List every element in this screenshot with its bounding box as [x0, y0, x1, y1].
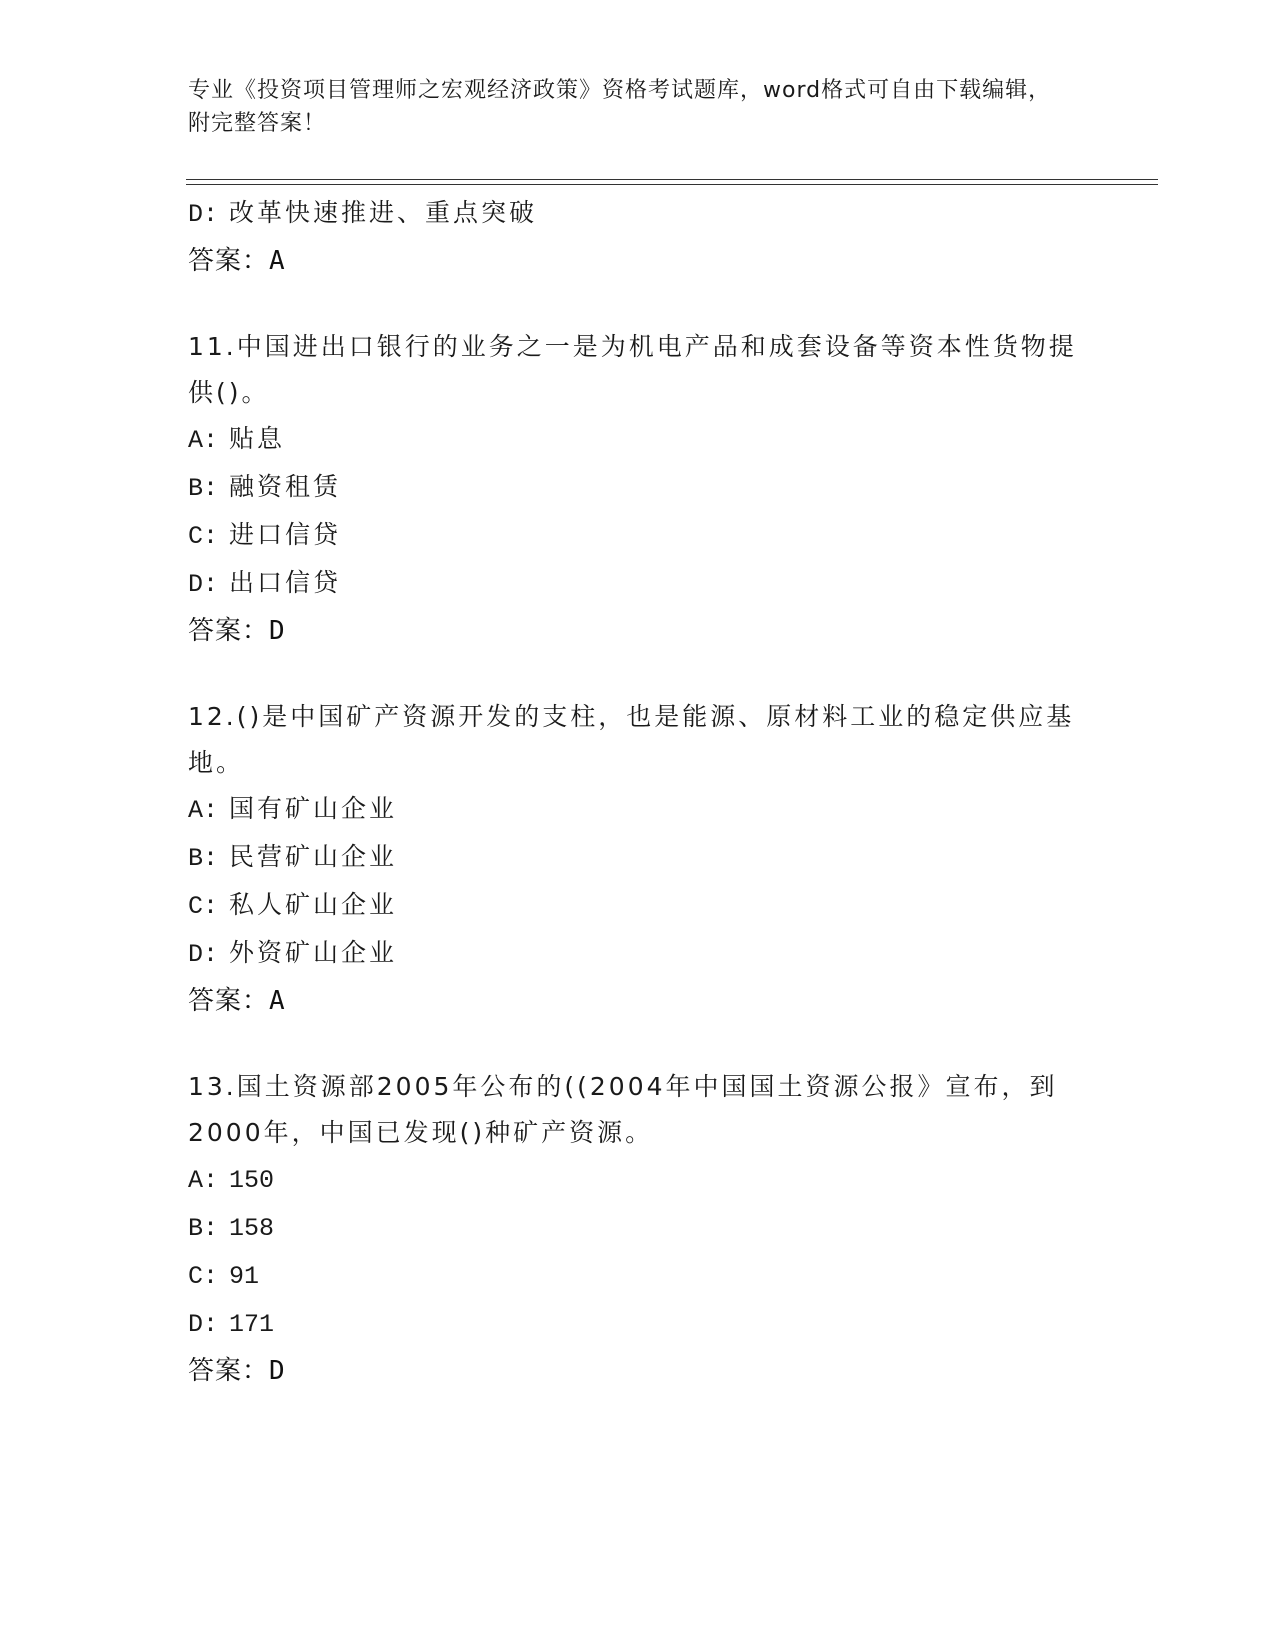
- answer-value: D: [269, 1356, 286, 1386]
- option-a: [188, 416, 1088, 464]
- answer-label: 答案：: [188, 616, 270, 646]
- option-text: 私人矿山企业: [228, 890, 397, 919]
- answer-line: [188, 1348, 1088, 1394]
- answer-line: [188, 238, 1088, 284]
- option-d: [188, 930, 1088, 978]
- answer-line: [188, 978, 1088, 1024]
- option-label: D:: [188, 940, 219, 969]
- option-text: 150: [228, 1166, 274, 1195]
- header-divider-top: [186, 179, 1158, 180]
- option-a: [188, 1156, 1088, 1204]
- option-text: 国有矿山企业: [228, 794, 397, 823]
- option-text: 171: [228, 1310, 274, 1339]
- answer-line: [188, 608, 1088, 654]
- option-label: C:: [188, 892, 219, 921]
- option-text: 158: [228, 1214, 274, 1243]
- option-label: B:: [188, 474, 219, 503]
- option-text: 民营矿山企业: [228, 842, 397, 871]
- answer-label: 答案：: [188, 986, 270, 1016]
- question-11-stem: 11.中国进出口银行的业务之一是为机电产品和成套设备等资本性货物提供()。: [188, 332, 1077, 407]
- option-text: 贴息: [228, 424, 285, 453]
- option-label: B:: [188, 844, 219, 873]
- option-d: [188, 190, 1088, 238]
- option-label: A:: [188, 1166, 219, 1195]
- option-c: [188, 882, 1088, 930]
- option-b: [188, 464, 1088, 512]
- option-label: A:: [188, 796, 219, 825]
- option-text: 91: [228, 1262, 259, 1291]
- answer-label: 答案：: [188, 246, 270, 276]
- answer-value: A: [269, 986, 286, 1016]
- option-text: 进口信贷: [228, 520, 341, 549]
- option-label: A:: [188, 426, 219, 455]
- option-label: D:: [188, 200, 219, 229]
- option-label: C:: [188, 1262, 219, 1291]
- option-text: 外资矿山企业: [228, 938, 397, 967]
- option-text: 融资租赁: [228, 472, 341, 501]
- option-text: 出口信贷: [228, 568, 341, 597]
- option-label: C:: [188, 522, 219, 551]
- option-a: [188, 786, 1088, 834]
- document-header: 专业《投资项目管理师之宏观经济政策》资格考试题库，word格式可自由下载编辑，附完整答案！: [188, 78, 1052, 136]
- option-label: D:: [188, 570, 219, 599]
- option-c: [188, 1252, 1088, 1300]
- question-content: [188, 190, 1088, 1394]
- question-13-stem: 13.国土资源部2005年公布的((2004年中国国土资源公报》宣布，到2000年，中国已发现()种矿产资源。: [188, 1072, 1058, 1147]
- answer-label: 答案：: [188, 1356, 270, 1386]
- option-b: [188, 1204, 1088, 1252]
- option-d: [188, 560, 1088, 608]
- answer-value: A: [269, 246, 286, 276]
- option-c: [188, 512, 1088, 560]
- option-label: B:: [188, 1214, 219, 1243]
- option-label: D:: [188, 1310, 219, 1339]
- option-text: 改革快速推进、重点突破: [228, 198, 537, 227]
- option-d: [188, 1300, 1088, 1348]
- answer-value: D: [269, 616, 286, 646]
- header-divider-bottom: [186, 184, 1158, 185]
- question-12-stem: 12.()是中国矿产资源开发的支柱，也是能源、原材料工业的稳定供应基地。: [188, 702, 1075, 777]
- option-b: [188, 834, 1088, 882]
